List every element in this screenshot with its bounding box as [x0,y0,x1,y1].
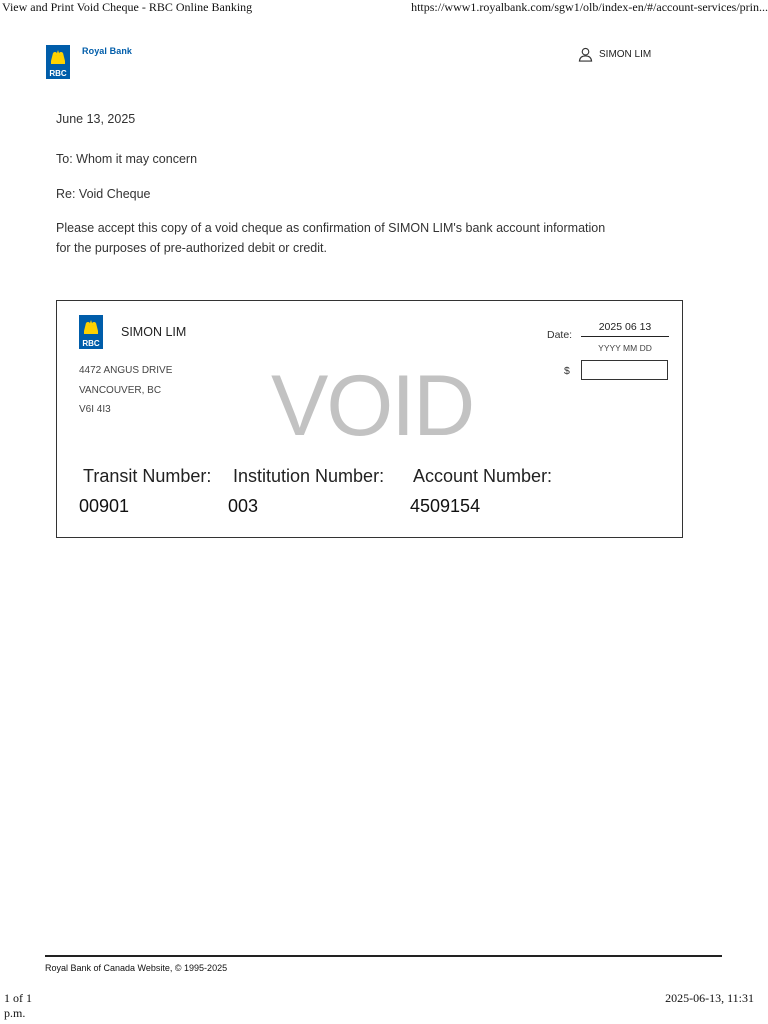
institution-number-value: 003 [228,496,259,516]
footer-copyright: Royal Bank of Canada Website, © 1995-2025 [45,963,228,973]
currency-symbol: $ [564,365,570,377]
print-timestamp: 2025-06-13, 11:31 [665,991,754,1005]
amount-box [581,360,668,380]
address-line: V6I 4I3 [79,404,111,415]
bank-name: Royal Bank [82,46,133,56]
account-number-value: 4509154 [410,496,481,516]
print-page-number [4,991,32,1021]
institution-number-label: Institution Number: [233,466,385,486]
rbc-logo[interactable] [46,45,70,79]
cheque-date-format: YYYY MM DD [598,343,652,353]
letter-date: June 13, 2025 [56,112,136,126]
void-cheque [56,300,683,538]
void-watermark: VOID [271,358,474,454]
account-holder-name: SIMON LIM [121,325,187,339]
letter-body-line: for the purposes of pre-authorized debit or credit. [56,241,327,255]
transit-number-label: Transit Number: [83,466,212,486]
page-count: 1 of 1 [4,991,32,1005]
print-page-title: View and Print Void Cheque - RBC Online Banking [2,0,253,14]
letter-recipient: To: Whom it may concern [56,152,198,166]
rbc-logo-icon [46,45,70,79]
account-number-label: Account Number: [413,466,553,486]
svg-text:RBC: RBC [49,69,67,78]
cheque-date-label: Date: [547,329,573,341]
letter-subject: Re: Void Cheque [56,187,151,201]
footer-divider [45,955,722,957]
svg-text:RBC: RBC [82,339,100,348]
user-icon [578,47,593,62]
address-line: 4472 ANGUS DRIVE [79,365,173,376]
transit-number-value: 00901 [79,496,130,516]
letter-body-line: Please accept this copy of a void cheque as confirmation of SIMON LIM's bank account information [56,221,606,235]
cheque-date-value: 2025 06 13 [581,321,669,337]
timestamp-suffix: p.m. [4,1006,26,1020]
print-page-url: https://www1.royalbank.com/sgw1/olb/index-en/#/account-services/prin... [411,0,768,14]
user-profile[interactable] [578,47,651,62]
address-line: VANCOUVER, BC [79,385,162,396]
rbc-logo-icon [79,315,103,349]
user-name: SIMON LIM [599,49,652,60]
cheque-rbc-logo [79,315,103,349]
